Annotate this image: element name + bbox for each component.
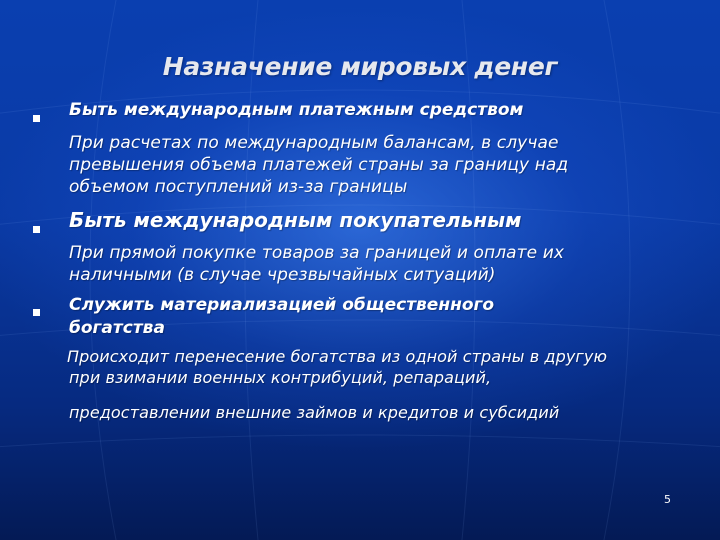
- item-line: Происходит перенесение богатства из одной страны в другую: [67, 347, 608, 366]
- slide-title: Назначение мировых денег: [162, 52, 558, 81]
- item-line: предоставлении внешние займов и кредитов и субсидий: [69, 403, 560, 422]
- item-heading: Служить материализацией общественного: [69, 295, 495, 315]
- bullet-marker: [33, 226, 40, 233]
- bullet-marker: [33, 309, 40, 316]
- item-line: При расчетах по международным балансам, в случае: [69, 133, 559, 153]
- bullet-marker: [33, 115, 40, 122]
- item-heading: Быть международным покупательным: [69, 208, 522, 232]
- item-line: превышения объема платежей страны за границу над: [69, 155, 569, 175]
- item-line: При прямой покупке товаров за границей и оплате их: [69, 243, 565, 263]
- item-line: при взимании военных контрибуций, репараций,: [69, 368, 492, 387]
- item-line: наличными (в случае чрезвычайных ситуаций): [69, 265, 496, 285]
- item-heading: богатства: [69, 318, 165, 338]
- page-number: 5: [664, 493, 671, 506]
- item-heading: Быть международным платежным средством: [69, 100, 524, 120]
- item-line: объемом поступлений из-за границы: [69, 177, 408, 197]
